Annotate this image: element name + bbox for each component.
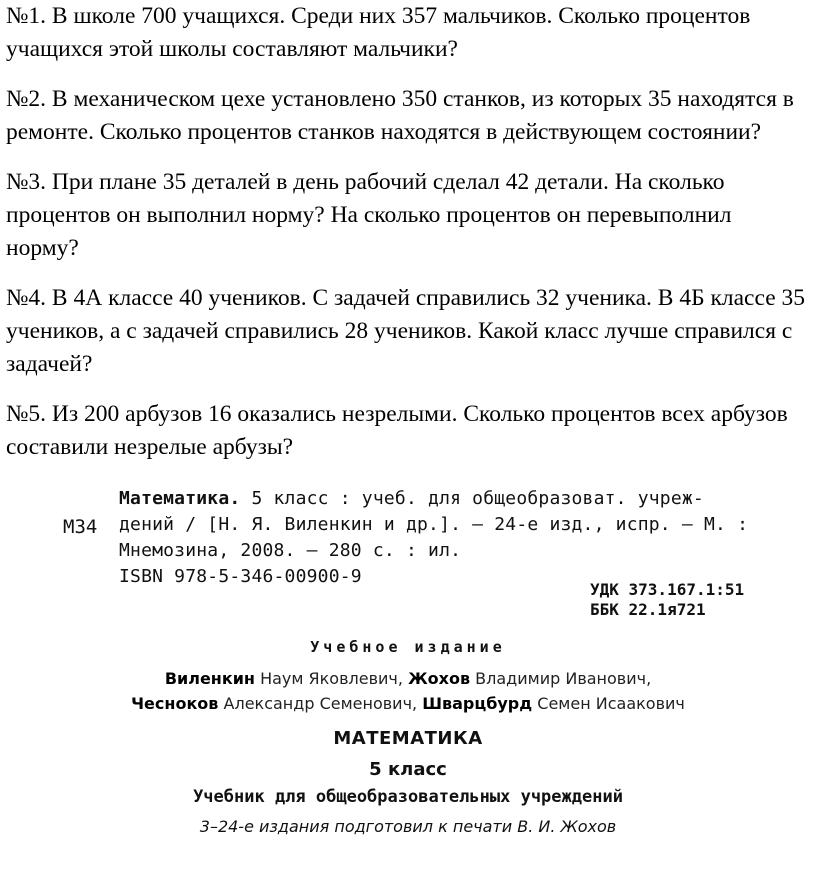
author-surname: Жохов — [408, 669, 471, 688]
bibliographic-record — [0, 482, 816, 870]
catalog-code: М34 — [63, 516, 98, 538]
problem-4: №4. В 4А классе 40 учеников. С задачей справились 32 ученика. В 4Б классе 35 учеников, а с задачей справились 28 учеников. Какой класс лучше справился с задачей? — [6, 285, 805, 377]
problem-3: №3. При плане 35 деталей в день рабочий сделал 42 детали. На сколько процентов он выполнил норму? На сколько процентов он перевыполнил норму? — [6, 169, 732, 261]
catalog-line-1-rest: 5 класс : учеб. для общеобразоват. учреж- — [240, 488, 704, 509]
udk-code: УДК 373.167.1:51 — [590, 580, 745, 599]
bbk-code: ББК 22.1я721 — [590, 600, 706, 619]
catalog-line-2: дений / [Н. Я. Виленкин и др.]. — 24-е изд., испр. — М. : — [119, 514, 749, 535]
authors-line-1 — [0, 666, 816, 691]
authors-block — [0, 666, 816, 716]
problem-1: №1. В школе 700 учащихся. Среди них 357 мальчиков. Сколько процентов учащихся этой школы составляют мальчики? — [6, 3, 751, 62]
edition-type: Учебное издание — [310, 638, 506, 656]
catalog-description — [119, 486, 783, 590]
problems-list — [6, 0, 810, 481]
problem-5: №5. Из 200 арбузов 16 оказались незрелыми. Сколько процентов всех арбузов составили незрелые арбузы? — [6, 401, 788, 460]
classification-codes — [590, 580, 744, 620]
book-description: Учебник для общеобразовательных учреждений — [193, 787, 623, 807]
catalog-line-3: Мнемозина, 2008. — 280 с. : ил. — [119, 540, 462, 561]
author-surname: Шварцбурд — [422, 694, 533, 713]
author-name: Александр Семенович, — [223, 694, 418, 713]
book-title: МАТЕМАТИКА — [333, 728, 483, 749]
catalog-title: Математика. — [119, 488, 241, 509]
author-surname: Чесноков — [131, 694, 219, 713]
author-name: Семен Исаакович — [537, 694, 685, 713]
prepared-by: 3–24-е издания подготовил к печати В. И. Жохов — [199, 817, 617, 836]
authors-line-2 — [0, 691, 816, 716]
catalog-isbn: ISBN 978-5-346-00900-9 — [119, 566, 362, 587]
book-grade: 5 класс — [369, 759, 447, 780]
author-name: Владимир Иванович, — [475, 669, 652, 688]
problem-2: №2. В механическом цехе установлено 350 станков, из которых 35 находятся в ремонте. Сколько процентов станков находятся в действующем состоянии? — [6, 86, 794, 145]
catalog-line-1 — [119, 486, 783, 512]
author-surname: Виленкин — [164, 669, 255, 688]
author-name: Наум Яковлевич, — [260, 669, 403, 688]
